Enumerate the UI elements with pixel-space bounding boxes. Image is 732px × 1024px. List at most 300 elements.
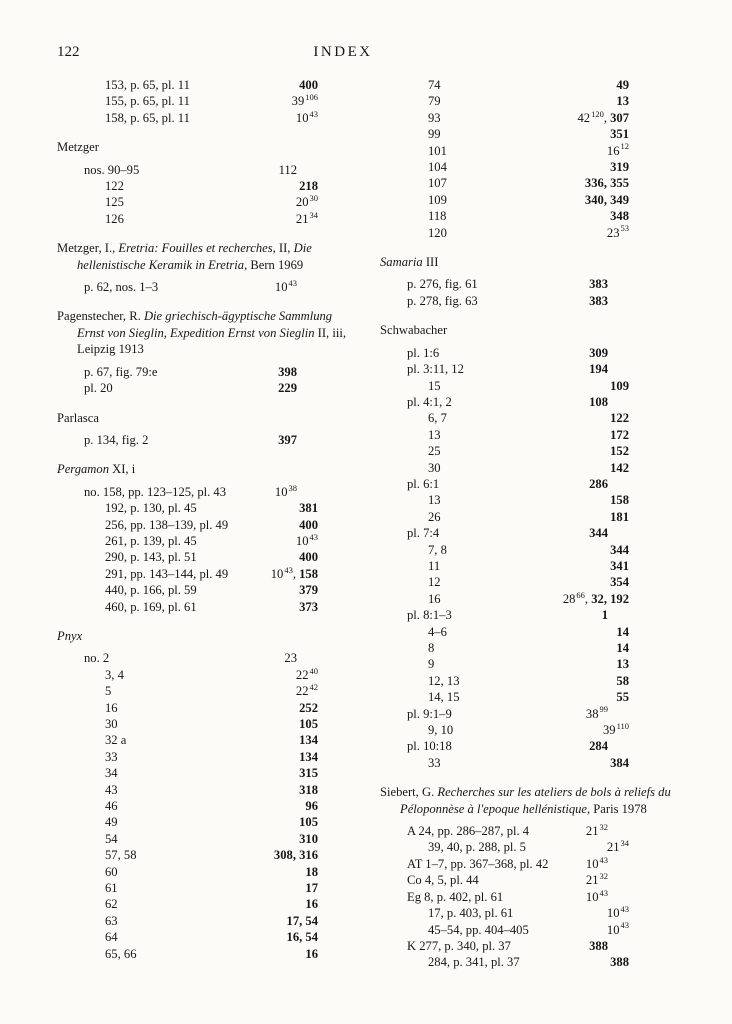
- index-entry: [380, 427, 629, 443]
- index-entry: [57, 831, 318, 847]
- page-reference: 315: [299, 766, 318, 781]
- entry-reference: 62: [105, 897, 118, 912]
- entry-pages: [606, 93, 629, 109]
- entry-reference: pl. 1:6: [407, 345, 440, 360]
- page-reference: 381: [299, 501, 318, 516]
- page-reference: 229: [278, 381, 297, 396]
- entry-reference: 99: [428, 127, 441, 142]
- index-entry: [380, 574, 629, 590]
- entry-pages: [600, 509, 629, 525]
- page-reference: 319: [610, 160, 629, 175]
- index-column: [380, 77, 678, 984]
- entry-reference: 43: [105, 782, 118, 797]
- entry-reference: 17, p. 403, pl. 61: [428, 906, 514, 921]
- page-reference: 32, 192: [591, 591, 629, 606]
- entry-pages: [289, 782, 318, 798]
- entry-reference: 54: [105, 831, 118, 846]
- index-entry: [57, 782, 318, 798]
- entry-pages: [579, 738, 608, 754]
- entry-pages: [579, 276, 608, 292]
- page-reference: 112: [278, 162, 297, 177]
- page-reference: 10: [585, 856, 599, 871]
- entry-pages: [289, 700, 318, 716]
- entry-pages: [286, 194, 318, 210]
- index-entry: [57, 929, 318, 945]
- entry-pages: [606, 640, 629, 656]
- entry-reference: 33: [105, 749, 118, 764]
- entry-reference: pl. 4:1, 2: [407, 394, 452, 409]
- index-entry: [57, 700, 318, 716]
- group-heading: [57, 628, 357, 644]
- footnote-superscript: 43: [599, 854, 608, 865]
- entry-pages: [286, 683, 318, 699]
- index-entry: [380, 276, 608, 292]
- page-reference: 10: [606, 906, 620, 921]
- index-entry: [57, 650, 297, 666]
- page-reference: 344: [610, 542, 629, 557]
- index-entry: [380, 225, 629, 241]
- index-entry: [380, 361, 608, 377]
- index-entry: [57, 517, 318, 533]
- footnote-superscript: 43: [309, 531, 318, 542]
- entry-pages: [575, 175, 629, 191]
- page-reference: 17, 54: [286, 913, 318, 928]
- page-reference: 354: [610, 575, 629, 590]
- index-group: [57, 308, 357, 396]
- entry-reference: 14, 15: [428, 690, 460, 705]
- page-reference: 13: [616, 94, 629, 109]
- page-reference: 20: [295, 195, 309, 210]
- page-reference: 10: [274, 484, 288, 499]
- footnote-superscript: 12: [620, 141, 629, 152]
- group-heading: [57, 461, 357, 477]
- index-entry: [57, 194, 318, 210]
- entry-reference: 158, p. 65, pl. 11: [105, 110, 190, 125]
- entry-pages: [269, 162, 297, 178]
- work-title-italic: Pnyx: [57, 628, 83, 643]
- index-entry: [57, 77, 318, 93]
- entry-pages: [600, 427, 629, 443]
- entry-pages: [600, 460, 629, 476]
- work-title-italic: Pergamon: [57, 462, 109, 477]
- footnote-superscript: 32: [599, 821, 608, 832]
- index-entry: [57, 279, 297, 295]
- page-reference: 142: [610, 460, 629, 475]
- entry-pages: [286, 533, 318, 549]
- entry-reference: pl. 20: [84, 381, 113, 396]
- index-entry: [57, 533, 318, 549]
- footnote-superscript: 120: [591, 108, 604, 119]
- entry-pages: [289, 500, 318, 516]
- page-reference: 105: [299, 717, 318, 731]
- index-entry: [380, 558, 629, 574]
- page-reference: 1: [601, 608, 608, 623]
- entry-reference: 284, p. 341, pl. 37: [428, 955, 520, 970]
- entry-pages: [606, 673, 629, 689]
- entry-reference: 30: [105, 717, 118, 731]
- entry-pages: [289, 517, 318, 533]
- index-entry: [380, 607, 608, 623]
- page-reference: 14: [616, 624, 629, 639]
- entry-reference: pl. 7:4: [407, 526, 440, 541]
- index-entry: [57, 683, 318, 699]
- entry-reference: 104: [428, 160, 447, 175]
- page-reference: 134: [299, 733, 318, 748]
- value-separator: ,: [584, 591, 592, 606]
- group-heading: [57, 240, 357, 273]
- index-entry: [380, 889, 608, 905]
- entry-reference: 9: [428, 657, 435, 672]
- entry-pages: [567, 110, 629, 126]
- index-entry: [57, 814, 318, 830]
- page-reference: 10: [295, 110, 309, 125]
- page-reference: 96: [305, 799, 318, 814]
- page-reference: 218: [299, 179, 318, 194]
- entry-reference: 25: [428, 444, 441, 459]
- page-reference: 16, 54: [286, 930, 318, 945]
- work-title-italic: Die griechisch-ägyptische Sammlung Ernst von Sieglin, Expedition Ernst von Sieglin: [77, 309, 333, 340]
- page-reference: 10: [274, 280, 288, 295]
- entry-pages: [597, 839, 629, 855]
- entry-pages: [579, 345, 608, 361]
- entry-reference: 125: [105, 195, 124, 210]
- index-entry: [57, 798, 318, 814]
- page-reference: 16: [305, 897, 318, 912]
- index-entry: [57, 364, 297, 380]
- page-reference: 379: [299, 583, 318, 598]
- index-entry: [380, 624, 629, 640]
- page-reference: 252: [299, 700, 318, 715]
- entry-pages: [274, 650, 297, 666]
- page-reference: 398: [278, 364, 297, 379]
- index-entry: [57, 162, 297, 178]
- entry-pages: [600, 159, 629, 175]
- page-reference: 58: [616, 673, 629, 688]
- entry-reference: no. 158, pp. 123–125, pl. 43: [84, 484, 227, 499]
- footnote-superscript: 34: [620, 838, 629, 849]
- index-entry: [57, 500, 318, 516]
- index-entry: [57, 913, 318, 929]
- index-entry: [57, 946, 318, 962]
- entry-reference: nos. 90–95: [84, 162, 140, 177]
- index-entry: [57, 380, 297, 396]
- entry-pages: [600, 208, 629, 224]
- heading-text: , Bern 1969: [244, 257, 304, 272]
- work-title-italic: Eretria: Fouilles et recherches: [118, 241, 273, 256]
- entry-pages: [265, 484, 297, 500]
- index-entry: [380, 345, 608, 361]
- entry-reference: 107: [428, 176, 447, 191]
- entry-pages: [600, 574, 629, 590]
- entry-reference: 49: [105, 815, 118, 830]
- index-group: [57, 410, 357, 449]
- entry-reference: 32 a: [105, 733, 127, 748]
- index-entry: [57, 484, 297, 500]
- index-entry: [380, 410, 629, 426]
- entry-reference: pl. 8:1–3: [407, 608, 452, 623]
- index-entry: [380, 954, 629, 970]
- page-reference: 109: [610, 378, 629, 393]
- index-entry: [380, 755, 629, 771]
- entry-reference: 12, 13: [428, 673, 460, 688]
- index-entry: [380, 175, 629, 191]
- heading-text: Pagenstecher, R.: [57, 309, 144, 324]
- entry-reference: 7, 8: [428, 542, 447, 557]
- index-entry: [380, 542, 629, 558]
- index-group: [380, 784, 678, 970]
- page-reference: 344: [589, 526, 608, 541]
- entry-reference: 57, 58: [105, 848, 137, 863]
- entry-pages: [289, 716, 318, 732]
- entry-reference: 291, pp. 143–144, pl. 49: [105, 566, 229, 581]
- entry-pages: [289, 831, 318, 847]
- index-entry: [57, 716, 318, 732]
- footnote-superscript: 34: [309, 209, 318, 220]
- entry-pages: [282, 93, 318, 109]
- page-reference: 400: [299, 550, 318, 565]
- footnote-superscript: 53: [620, 223, 629, 234]
- group-heading: [380, 254, 678, 270]
- entry-reference: 33: [428, 755, 441, 770]
- page-reference: 10: [585, 889, 599, 904]
- entry-pages: [606, 624, 629, 640]
- page-reference: 108: [589, 394, 608, 409]
- entry-reference: 16: [105, 700, 118, 715]
- page-reference: 39: [291, 94, 305, 109]
- page-reference: 21: [585, 873, 599, 888]
- page-reference: 14: [616, 641, 629, 655]
- index-entry: [57, 749, 318, 765]
- page-reference: 309: [589, 345, 608, 360]
- footnote-superscript: 43: [620, 920, 629, 931]
- page-reference: 152: [610, 444, 629, 459]
- page-reference: 341: [610, 558, 629, 573]
- entry-pages: [576, 889, 608, 905]
- entry-pages: [575, 192, 629, 208]
- entry-reference: pl. 3:11, 12: [407, 362, 464, 377]
- page-reference: 49: [616, 78, 629, 92]
- heading-text: , II,: [272, 241, 294, 256]
- heading-text: XI, i: [109, 462, 136, 477]
- page-reference: 383: [589, 293, 608, 308]
- page-title: INDEX: [313, 44, 373, 60]
- entry-reference: 12: [428, 575, 441, 590]
- index-entry: [380, 706, 608, 722]
- entry-reference: AT 1–7, pp. 367–368, pl. 42: [407, 856, 549, 871]
- entry-reference: p. 67, fig. 79:e: [84, 364, 158, 379]
- entry-pages: [289, 749, 318, 765]
- index-entry: [57, 765, 318, 781]
- page-reference: 10: [295, 533, 309, 548]
- index-group: [57, 240, 357, 295]
- page-reference: 310: [299, 831, 318, 846]
- entry-pages: [576, 872, 608, 888]
- page-reference: 38: [585, 706, 599, 721]
- index-entry: [380, 591, 629, 607]
- page-reference: 400: [299, 517, 318, 532]
- entry-pages: [579, 525, 608, 541]
- entry-pages: [289, 599, 318, 615]
- entry-reference: 460, p. 169, pl. 61: [105, 599, 197, 614]
- entry-pages: [289, 178, 318, 194]
- page-reference: 397: [278, 432, 297, 447]
- page-reference: 388: [589, 938, 608, 953]
- page-reference: 158: [610, 493, 629, 508]
- index-group: [57, 77, 357, 126]
- entry-reference: p. 62, nos. 1–3: [84, 280, 159, 295]
- index-entry: [380, 823, 608, 839]
- page-reference: 10: [606, 922, 620, 937]
- entry-pages: [597, 922, 629, 938]
- index-group: [380, 322, 678, 771]
- page-reference: 17: [305, 881, 318, 896]
- entry-reference: 109: [428, 192, 447, 207]
- page-reference: 21: [585, 824, 599, 839]
- entry-reference: pl. 6:1: [407, 476, 440, 491]
- entry-reference: 6, 7: [428, 411, 447, 426]
- entry-pages: [264, 847, 318, 863]
- index-entry: [380, 93, 629, 109]
- index-group: [57, 139, 357, 227]
- index-entry: [380, 938, 608, 954]
- footnote-superscript: 43: [309, 108, 318, 119]
- footnote-superscript: 43: [620, 903, 629, 914]
- entry-reference: 3, 4: [105, 667, 124, 682]
- entry-pages: [600, 126, 629, 142]
- group-heading: [380, 322, 678, 338]
- page-reference: 158: [299, 566, 318, 581]
- entry-reference: 65, 66: [105, 946, 137, 961]
- index-entry: [380, 856, 608, 872]
- index-entry: [380, 640, 629, 656]
- footnote-superscript: 43: [288, 277, 297, 288]
- entry-pages: [593, 722, 629, 738]
- index-entry: [380, 208, 629, 224]
- page-reference: 181: [610, 509, 629, 524]
- index-entry: [57, 667, 318, 683]
- page-reference: 21: [295, 211, 309, 226]
- entry-pages: [289, 732, 318, 748]
- page-reference: 10: [270, 566, 284, 581]
- entry-reference: p. 276, fig. 61: [407, 277, 478, 292]
- page-reference: 122: [610, 411, 629, 426]
- entry-pages: [277, 913, 318, 929]
- index-entry: [57, 864, 318, 880]
- entry-reference: 39, 40, p. 288, pl. 5: [428, 840, 526, 855]
- work-title-italic: Die hellenistische Keramik in Eretria: [77, 241, 312, 272]
- entry-pages: [286, 110, 318, 126]
- footnote-superscript: 40: [309, 665, 318, 676]
- page-reference: 388: [610, 955, 629, 970]
- page-reference: 172: [610, 427, 629, 442]
- work-title-italic: Recherches sur les ateliers de bols à reliefs du Péloponnèse à l'epoque hellénistique: [400, 785, 671, 816]
- entry-pages: [597, 143, 629, 159]
- page-reference: 134: [299, 749, 318, 764]
- entry-reference: 63: [105, 913, 118, 928]
- entry-pages: [597, 905, 629, 921]
- heading-text: , Paris 1978: [587, 801, 647, 816]
- index-entry: [380, 905, 629, 921]
- page-reference: 21: [606, 840, 620, 855]
- page-reference: 23: [284, 651, 297, 666]
- entry-pages: [600, 558, 629, 574]
- index-entry: [57, 566, 318, 582]
- index-entry: [380, 839, 629, 855]
- entry-reference: A 24, pp. 286–287, pl. 4: [407, 824, 530, 839]
- heading-text: Parlasca: [57, 410, 99, 425]
- entry-pages: [261, 566, 318, 582]
- footnote-superscript: 32: [599, 871, 608, 882]
- entry-reference: 46: [105, 799, 118, 814]
- entry-reference: pl. 9:1–9: [407, 706, 452, 721]
- index-entry: [380, 922, 629, 938]
- entry-reference: 290, p. 143, pl. 51: [105, 550, 197, 565]
- page-reference: 16: [305, 946, 318, 961]
- entry-reference: 30: [428, 460, 441, 475]
- entry-reference: 5: [105, 684, 112, 699]
- index-group: [380, 254, 678, 309]
- entry-pages: [268, 364, 297, 380]
- index-entry: [380, 143, 629, 159]
- entry-reference: no. 2: [84, 651, 110, 666]
- footnote-superscript: 43: [599, 887, 608, 898]
- entry-reference: 101: [428, 143, 447, 158]
- index-entry: [380, 492, 629, 508]
- index-entry: [380, 656, 629, 672]
- entry-pages: [289, 582, 318, 598]
- entry-pages: [606, 689, 629, 705]
- entry-reference: K 277, p. 340, pl. 37: [407, 938, 511, 953]
- value-separator: ,: [292, 566, 300, 581]
- entry-pages: [268, 380, 297, 396]
- page-reference: 22: [295, 684, 309, 699]
- footnote-superscript: 110: [616, 720, 629, 731]
- entry-reference: 155, p. 65, pl. 11: [105, 94, 190, 109]
- entry-reference: 13: [428, 493, 441, 508]
- entry-reference: 61: [105, 881, 118, 896]
- index-entry: [57, 599, 318, 615]
- page-reference: 23: [606, 225, 620, 240]
- page-reference: 284: [589, 739, 608, 754]
- index-entry: [380, 443, 629, 459]
- entry-pages: [289, 765, 318, 781]
- entry-reference: 13: [428, 427, 441, 442]
- entry-pages: [265, 279, 297, 295]
- page-reference: 351: [610, 127, 629, 142]
- index-entry: [57, 549, 318, 565]
- page-reference: 384: [610, 755, 629, 770]
- footnote-superscript: 38: [288, 482, 297, 493]
- entry-pages: [295, 864, 318, 880]
- entry-pages: [268, 432, 297, 448]
- index-entry: [380, 394, 608, 410]
- page-reference: 18: [305, 864, 318, 879]
- page-reference: 348: [610, 209, 629, 224]
- index-entry: [57, 93, 318, 109]
- group-heading: [57, 308, 357, 357]
- page-reference: 373: [299, 599, 318, 614]
- page-reference: 28: [562, 591, 576, 606]
- entry-pages: [600, 755, 629, 771]
- entry-reference: 261, p. 139, pl. 45: [105, 533, 197, 548]
- entry-pages: [579, 293, 608, 309]
- entry-reference: 9, 10: [428, 723, 454, 738]
- heading-text: Schwabacher: [380, 323, 448, 338]
- page-reference: 400: [299, 78, 318, 92]
- entry-reference: 4–6: [428, 624, 447, 639]
- page-reference: 318: [299, 782, 318, 797]
- entry-reference: 34: [105, 766, 118, 781]
